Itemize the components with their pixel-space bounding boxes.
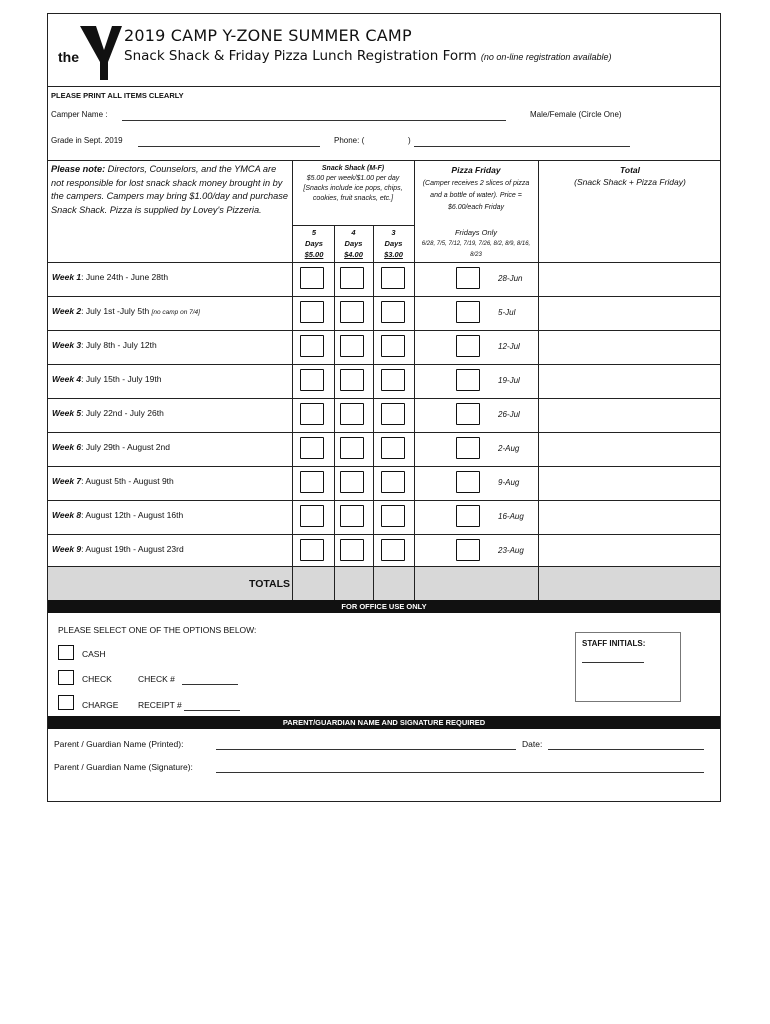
friday-date: 23-Aug [498, 546, 524, 555]
snack-5-days-checkbox[interactable] [300, 403, 324, 425]
snack-5-days-checkbox[interactable] [300, 267, 324, 289]
pizza-friday-checkbox[interactable] [456, 403, 480, 425]
snack-5-days-checkbox[interactable] [300, 437, 324, 459]
check-checkbox[interactable] [58, 670, 74, 685]
logo-side-text: YMCA [107, 64, 112, 76]
ymca-logo-icon [56, 22, 122, 80]
parent-signature-bar: PARENT/GUARDIAN NAME AND SIGNATURE REQUIRED [48, 716, 720, 729]
snack-4-days-checkbox[interactable] [340, 403, 364, 425]
snack-3-days-checkbox[interactable] [381, 301, 405, 323]
pizza-friday-checkbox[interactable] [456, 437, 480, 459]
snack-5-days-checkbox[interactable] [300, 301, 324, 323]
registration-form [47, 13, 721, 802]
friday-date: 5-Jul [498, 308, 516, 317]
option-4-days: 4 Days $4.00 [344, 228, 363, 259]
pizza-friday-checkbox[interactable] [456, 369, 480, 391]
staff-initials-box[interactable] [575, 632, 681, 702]
option-5-days: 5 Days $5.00 [304, 228, 324, 259]
snack-3-days-checkbox[interactable] [381, 505, 405, 527]
friday-date: 12-Jul [498, 342, 520, 351]
snack-shack-header: Snack Shack (M-F) $5.00 per week/$1.00 per day [Snacks include ice pops, chips, cookies, fruit snacks, etc.] [303, 165, 403, 202]
friday-date: 28-Jun [498, 274, 523, 283]
phone-label: Phone: ( [334, 136, 365, 145]
friday-date: 16-Aug [498, 512, 524, 521]
snack-4-days-checkbox[interactable] [340, 335, 364, 357]
option-3-days: 3 Days $3.00 [384, 228, 403, 259]
pizza-friday-header: Pizza Friday (Camper receives 2 slices of pizza and a bottle of water). Price = $6.00/each Friday [422, 165, 530, 211]
snack-3-days-checkbox[interactable] [381, 471, 405, 493]
select-option-label: PLEASE SELECT ONE OF THE OPTIONS BELOW: [58, 625, 257, 635]
receipt-number-label: RECEIPT # [138, 700, 182, 710]
snack-3-days-checkbox[interactable] [381, 267, 405, 289]
snack-3-days-checkbox[interactable] [381, 335, 405, 357]
phone-close: ) [408, 136, 411, 145]
parent-printed-field[interactable] [216, 739, 516, 750]
phone-field[interactable] [414, 136, 630, 147]
check-number-label: CHECK # [138, 674, 175, 684]
date-field[interactable] [548, 739, 704, 750]
pizza-friday-checkbox[interactable] [456, 539, 480, 561]
form-subtitle: Snack Shack & Friday Pizza Lunch Registration Form (no on-line registration available) [124, 48, 612, 64]
disclaimer-note: Please note: Directors, Counselors, and the YMCA are not responsible for lost snack shack money brought in by the campers. Campers may bring $1.00/day and purchase Snack Shack. Pizza is supplied by Lovey's Pizzeria. [51, 164, 288, 215]
week-row-label: Week 2: July 1st -July 5th [no camp on 7/4] [52, 306, 200, 316]
grade-field[interactable] [138, 136, 320, 147]
pizza-friday-checkbox[interactable] [456, 505, 480, 527]
camper-name-label: Camper Name : [51, 110, 108, 119]
check-label: CHECK [82, 674, 112, 684]
friday-date: 9-Aug [498, 478, 520, 487]
snack-5-days-checkbox[interactable] [300, 505, 324, 527]
week-row-label: Week 1: June 24th - June 28th [52, 272, 169, 282]
grade-label: Grade in Sept. 2019 [51, 136, 123, 145]
snack-3-days-checkbox[interactable] [381, 403, 405, 425]
check-number-field[interactable] [182, 674, 238, 685]
snack-4-days-checkbox[interactable] [340, 471, 364, 493]
week-row-label: Week 3: July 8th - July 12th [52, 340, 157, 350]
friday-date: 26-Jul [498, 410, 520, 419]
snack-3-days-checkbox[interactable] [381, 369, 405, 391]
pizza-friday-checkbox[interactable] [456, 267, 480, 289]
snack-3-days-checkbox[interactable] [381, 437, 405, 459]
form-title: 2019 CAMP Y-ZONE SUMMER CAMP [124, 26, 412, 45]
logo-text: the [58, 49, 79, 65]
cash-checkbox[interactable] [58, 645, 74, 660]
snack-4-days-checkbox[interactable] [340, 539, 364, 561]
camper-name-field[interactable] [122, 110, 506, 121]
snack-4-days-checkbox[interactable] [340, 437, 364, 459]
snack-5-days-checkbox[interactable] [300, 471, 324, 493]
week-row-label: Week 5: July 22nd - July 26th [52, 408, 164, 418]
office-use-bar: FOR OFFICE USE ONLY [48, 600, 720, 613]
charge-checkbox[interactable] [58, 695, 74, 710]
date-label: Date: [522, 739, 543, 749]
snack-4-days-checkbox[interactable] [340, 505, 364, 527]
week-row-label: Week 9: August 19th - August 23rd [52, 544, 184, 554]
gender-label: Male/Female (Circle One) [530, 110, 622, 119]
print-clearly-note: PLEASE PRINT ALL ITEMS CLEARLY [51, 91, 184, 100]
parent-printed-label: Parent / Guardian Name (Printed): [54, 739, 184, 749]
snack-3-days-checkbox[interactable] [381, 539, 405, 561]
snack-4-days-checkbox[interactable] [340, 301, 364, 323]
parent-signature-field[interactable] [216, 762, 704, 773]
week-row-label: Week 8: August 12th - August 16th [52, 510, 184, 520]
friday-date: 19-Jul [498, 376, 520, 385]
pizza-friday-checkbox[interactable] [456, 471, 480, 493]
friday-date: 2-Aug [498, 444, 520, 453]
snack-4-days-checkbox[interactable] [340, 267, 364, 289]
snack-5-days-checkbox[interactable] [300, 539, 324, 561]
pizza-friday-checkbox[interactable] [456, 301, 480, 323]
cash-label: CASH [82, 649, 106, 659]
week-row-label: Week 4: July 15th - July 19th [52, 374, 162, 384]
week-row-label: Week 7: August 5th - August 9th [52, 476, 174, 486]
staff-initials-label: STAFF INITIALS: [582, 639, 646, 648]
totals-label: TOTALS [248, 578, 290, 590]
week-row-label: Week 6: July 29th - August 2nd [52, 442, 170, 452]
receipt-number-field[interactable] [184, 700, 240, 711]
total-header: Total (Snack Shack + Pizza Friday) [574, 165, 686, 187]
snack-5-days-checkbox[interactable] [300, 335, 324, 357]
charge-label: CHARGE [82, 700, 119, 710]
fridays-only: Fridays Only 6/28, 7/5, 7/12, 7/19, 7/26, 8/2, 8/9, 8/16, 8/23 [421, 228, 531, 258]
pizza-friday-checkbox[interactable] [456, 335, 480, 357]
parent-signature-label: Parent / Guardian Name (Signature): [54, 762, 193, 772]
snack-4-days-checkbox[interactable] [340, 369, 364, 391]
snack-5-days-checkbox[interactable] [300, 369, 324, 391]
